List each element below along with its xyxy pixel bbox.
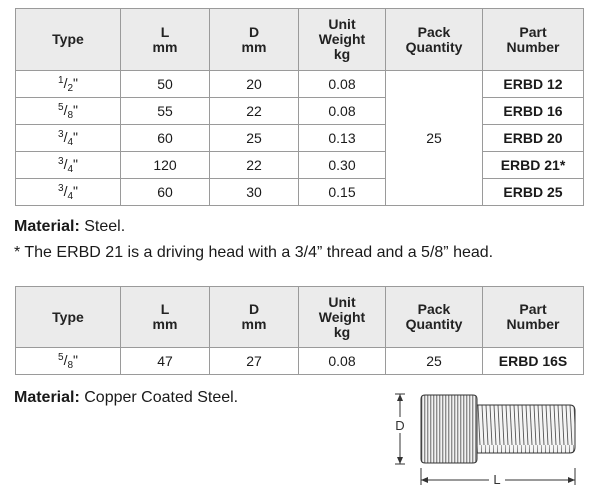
header-length: L mm bbox=[121, 287, 210, 348]
table-header-row bbox=[16, 9, 584, 71]
type-cell: $^3/_4$" bbox=[16, 152, 121, 179]
material-value: Steel. bbox=[79, 218, 126, 235]
diameter-cell: 20 bbox=[210, 71, 299, 98]
threaded-shank-icon bbox=[477, 405, 575, 453]
length-cell: 50 bbox=[121, 71, 210, 98]
part-number-cell: ERBD 16 bbox=[483, 98, 584, 125]
length-dimension bbox=[421, 468, 575, 485]
table-row bbox=[16, 179, 584, 206]
table-header-row bbox=[16, 287, 584, 348]
diameter-cell: 22 bbox=[210, 152, 299, 179]
pack-quantity-cell: 25 bbox=[386, 71, 483, 206]
spec-table-2 bbox=[15, 286, 584, 375]
diameter-cell: 25 bbox=[210, 125, 299, 152]
material-note-copper bbox=[14, 389, 238, 407]
header-pack-quantity: Pack Quantity bbox=[386, 287, 483, 348]
length-cell: 55 bbox=[121, 98, 210, 125]
weight-cell: 0.08 bbox=[299, 348, 386, 375]
material-label: Material: bbox=[14, 389, 80, 406]
header-type: Type bbox=[16, 287, 121, 348]
weight-cell: 0.13 bbox=[299, 125, 386, 152]
material-value: Copper Coated Steel. bbox=[79, 389, 239, 406]
part-number-cell: ERBD 20 bbox=[483, 125, 584, 152]
length-cell: 47 bbox=[121, 348, 210, 375]
header-part-number: Part Number bbox=[483, 9, 584, 71]
length-label: L bbox=[493, 472, 501, 485]
table-row bbox=[16, 71, 584, 98]
type-cell: $^3/_4$" bbox=[16, 179, 121, 206]
weight-cell: 0.08 bbox=[299, 98, 386, 125]
type-cell: $^5/_8$" bbox=[16, 98, 121, 125]
bolt-head-icon bbox=[421, 395, 477, 463]
header-unit-weight: Unit Weight kg bbox=[299, 287, 386, 348]
part-number-cell: ERBD 25 bbox=[483, 179, 584, 206]
diameter-dimension bbox=[391, 394, 409, 464]
header-part-number: Part Number bbox=[483, 287, 584, 348]
header-diameter: D mm bbox=[210, 287, 299, 348]
length-cell: 60 bbox=[121, 125, 210, 152]
header-length: L mm bbox=[121, 9, 210, 71]
footnote: * The ERBD 21 is a driving head with a 3/4” thread and a 5/8” head. bbox=[14, 244, 494, 261]
driving-head-diagram bbox=[385, 385, 585, 485]
type-cell: $^5/_8$" bbox=[16, 348, 121, 375]
weight-cell: 0.08 bbox=[299, 71, 386, 98]
weight-cell: 0.30 bbox=[299, 152, 386, 179]
part-number-cell: ERBD 12 bbox=[483, 71, 584, 98]
type-cell: $^1/_2$" bbox=[16, 71, 121, 98]
diameter-cell: 27 bbox=[210, 348, 299, 375]
table-row bbox=[16, 152, 584, 179]
diameter-cell: 22 bbox=[210, 98, 299, 125]
header-diameter: D mm bbox=[210, 9, 299, 71]
type-cell: $^3/_4$" bbox=[16, 125, 121, 152]
diameter-cell: 30 bbox=[210, 179, 299, 206]
weight-cell: 0.15 bbox=[299, 179, 386, 206]
diameter-label: D bbox=[395, 418, 405, 433]
part-number-cell: ERBD 21* bbox=[483, 152, 584, 179]
header-type: Type bbox=[16, 9, 121, 71]
table-row bbox=[16, 348, 584, 375]
length-cell: 60 bbox=[121, 179, 210, 206]
header-pack-quantity: Pack Quantity bbox=[386, 9, 483, 71]
header-unit-weight: Unit Weight kg bbox=[299, 9, 386, 71]
material-note-steel bbox=[14, 218, 125, 236]
spec-table-1 bbox=[15, 8, 584, 206]
length-cell: 120 bbox=[121, 152, 210, 179]
part-number-cell: ERBD 16S bbox=[483, 348, 584, 375]
pack-quantity-cell: 25 bbox=[386, 348, 483, 375]
material-label: Material: bbox=[14, 218, 80, 235]
table-row bbox=[16, 125, 584, 152]
table-row bbox=[16, 98, 584, 125]
